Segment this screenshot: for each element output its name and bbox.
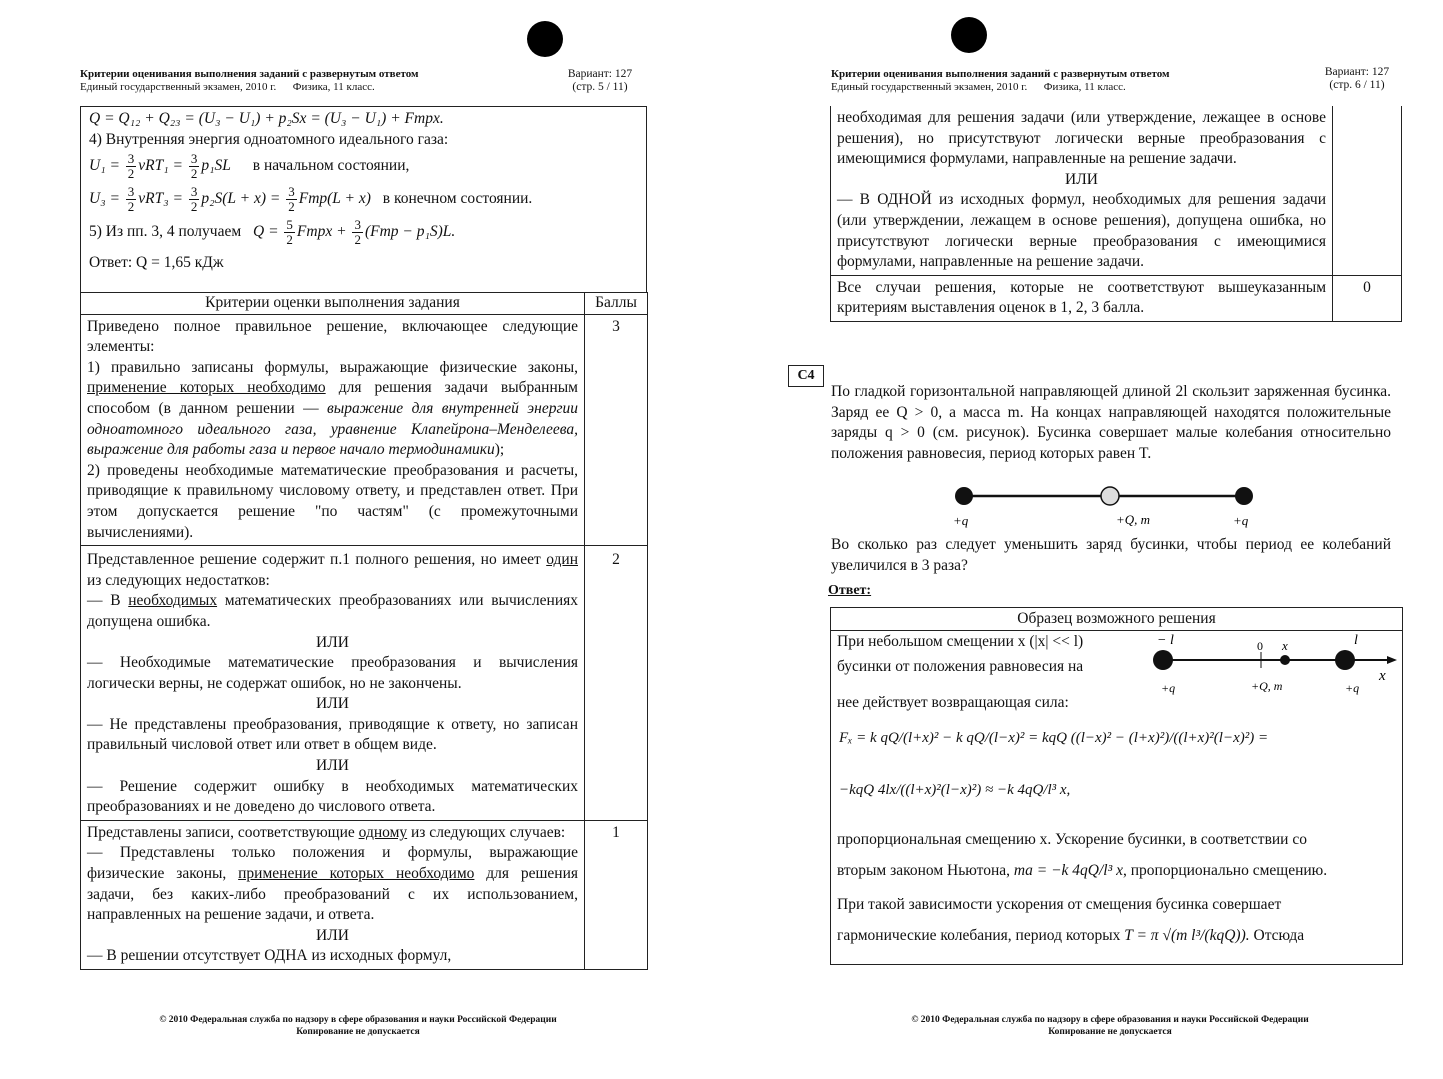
header-title: Критерии оценивания выполнения заданий с развернутым ответом <box>80 68 419 80</box>
criteria-table-continued <box>830 106 1402 322</box>
criteria-col-header: Критерии оценки выполнения задания <box>81 293 585 315</box>
header-variant <box>1312 66 1402 92</box>
label-zero: 0 <box>1257 639 1263 653</box>
label-bead: +Q, m <box>1251 679 1283 693</box>
equation-u3: U₃ = $\frac{3}{2}$ νRT₃ = $\frac{3}{2}$ p₂S(L + x) = $\frac{3}{2}$ Fтр(L + x) в конечном состоянии. <box>89 184 533 215</box>
label-q2: +q <box>1345 681 1360 695</box>
page-left <box>0 0 720 1079</box>
left-charge <box>955 487 973 505</box>
task-id-box: С4 <box>788 365 824 387</box>
page-footer: © 2010 Федеральная служба по надзору в сфере образования и науки Российской Федерации Копирование не допускается <box>911 1015 1309 1037</box>
header-title: Критерии оценивания выполнения заданий с развернутым ответом <box>831 68 1170 80</box>
criteria-table <box>80 292 648 970</box>
score-1-cont <box>1333 106 1402 275</box>
bead <box>1101 487 1119 505</box>
label-minus-l: − l <box>1157 633 1174 648</box>
equation-force: Fₓ = k qQ/(l+x)² − k qQ/(l−x)² = kqQ ((l−x)² − (l+x)²)/((l+x)²(l−x)²) = <box>839 730 1269 746</box>
page-header <box>80 68 550 94</box>
equation-u1: U₁ = $\frac{3}{2}$ νRT₁ = $\frac{3}{2}$ p₁SL в начальном состоянии, <box>89 151 410 182</box>
criteria-row-1-continued <box>831 106 1402 275</box>
step-5: 5) Из пп. 3, 4 получаем Q = $\frac{5}{2}$ Fтрx + $\frac{3}{2}$ (Fтр − p₁S)L. <box>89 217 456 248</box>
equation-q: Q = Q₁₂ + Q₂₃ = (U₃ − U₁) + p₂Sx = (U₃ − U₁) + Fтрx. <box>89 110 444 127</box>
label-q1: +q <box>1161 681 1176 695</box>
task-text: По гладкой горизонтальной направляющей длиной 2l скользит заряженная бусинка. Заряд ее Q > 0, а масса m. На концах направляющей находятся положительные заряды q > 0 (см. рисунок). Бусинка совершает малые колебания относительно положения равновесия, период которых равен T. <box>831 383 1391 462</box>
solution-figure <box>1131 628 1401 698</box>
equation-force-approx: −kqQ 4lx/((l+x)²(l−x)²) ≈ −k 4qQ/l³ x, <box>839 782 1071 798</box>
criteria-row-0 <box>831 275 1402 321</box>
criteria-text-1: Представлены записи, соответствующие одному из следующих случаев: — Представлены только положения и формулы, выражающие физические законы, применение которых необходимо для решения задачи, без каких-либо преобразований с их использованием, направленных на решение задачи, и ответа. ИЛИ — В решении отсутствует ОДНА из исходных формул, <box>81 820 585 969</box>
score-3: 3 <box>585 314 648 546</box>
task-question: Во сколько раз следует уменьшить заряд бусинки, чтобы период ее колебаний увеличился в 3 раза? <box>831 536 1391 574</box>
answer-label: Ответ: <box>828 583 872 598</box>
header-variant <box>560 68 640 94</box>
page-footer: © 2010 Федеральная служба по надзору в сфере образования и науки Российской Федерации Копирование не допускается <box>159 1015 557 1037</box>
axis-arrow-icon <box>1387 656 1397 664</box>
header-subtitle: Единый государственный экзамен, 2010 г. Физика, 11 класс. <box>80 81 375 93</box>
task-figure <box>940 482 1260 530</box>
solution-intro: При небольшом смещении x (|x| << l) бусинки от положения равновесия на нее действует возвращающая сила: <box>837 633 1084 712</box>
answer-line: Ответ: Q = 1,65 кДж <box>89 254 224 272</box>
solution-fragment <box>80 106 647 293</box>
label-l: l <box>1354 633 1358 648</box>
page-number: (стр. 5 / 11) <box>572 81 628 93</box>
criteria-text-3: Приведено полное правильное решение, включающее следующие элементы: 1) правильно записаны формулы, выражающие физические законы, применение которых необходимо для решения задачи выбранным способом (в данном решении — выражение для внутренней энергии одноатомного идеального газа, уравнение Клапейрона–Менделеева, выражение для работы газа и первое начало термодинамики); 2) проведены необходимые математические преобразования и расчеты, приводящие к правильному числовому ответу, и представлен ответ. При этом допускается решение "по частям" (с промежуточными вычислениями). <box>81 314 585 546</box>
binding-hole-dot <box>951 17 987 53</box>
right-charge <box>1235 487 1253 505</box>
left-charge <box>1153 650 1173 670</box>
criteria-row-3 <box>81 314 648 546</box>
page-right <box>720 0 1443 1079</box>
score-1: 1 <box>585 820 648 969</box>
variant-label: Вариант: 127 <box>567 68 633 80</box>
solution-title: Образец возможного решения <box>831 608 1402 631</box>
label-left-q: +q <box>953 513 969 528</box>
solution-text: пропорциональная смещению x. Ускорение бусинки, в соответствии со вторым законом Ньютона, ma = −k 4qQ/l³ x, пропорционально смещению. При такой зависимости ускорения от смещения бусинка совершает гармонические колебания, период которых T = π √(m l³/(kqQ)). Отсюда <box>837 831 1328 944</box>
criteria-row-2 <box>81 546 648 821</box>
page-header <box>831 68 1301 94</box>
label-x-pos: x <box>1282 638 1288 653</box>
step-4-text: 4) Внутренняя энергия одноатомного идеального газа: <box>89 130 449 148</box>
label-axis-x: x <box>1379 668 1386 684</box>
criteria-row-1 <box>81 820 648 969</box>
header-subtitle: Единый государственный экзамен, 2010 г. Физика, 11 класс. <box>831 81 1126 93</box>
right-charge <box>1335 650 1355 670</box>
criteria-text-1-cont: необходимая для решения задачи (или утверждение, лежащее в основе решения), но присутствуют логически верные преобразования с имеющимися формулами, направленные на решение задачи. ИЛИ — В ОДНОЙ из исходных формул, необходимых для решения задачи (или утверждении, лежащем в основе решения), допущена ошибка, но присутствуют логически верные преобразования с имеющимися формулами, направленные на решение задачи. <box>831 106 1333 275</box>
score-2: 2 <box>585 546 648 821</box>
page-number: (стр. 6 / 11) <box>1329 79 1385 91</box>
score-0: 0 <box>1333 275 1402 321</box>
solution-box <box>830 607 1403 965</box>
bead <box>1280 655 1290 665</box>
score-col-header: Баллы <box>585 293 648 315</box>
criteria-header-row <box>81 293 648 315</box>
label-right-q: +q <box>1233 513 1249 528</box>
binding-hole-dot <box>527 21 563 57</box>
variant-label: Вариант: 127 <box>1324 66 1390 78</box>
criteria-text-2: Представленное решение содержит п.1 полного решения, но имеет один из следующих недостатков: — В необходимых математических преобразованиях или вычислениях допущена ошибка. ИЛИ — Необходимые математические преобразования и вычисления логически верны, не содержат ошибок, но не закончены. ИЛИ — Не представлены преобразования, приводящие к ответу, но записан правильный числовой ответ или ответ в общем виде. ИЛИ — Решение содержит ошибку в необходимых математических преобразованиях и не доведено до числового ответа. <box>81 546 585 821</box>
label-bead: +Q, m <box>1116 512 1151 527</box>
criteria-text-0: Все случаи решения, которые не соответствуют вышеуказанным критериям выставления оценок в 1, 2, 3 балла. <box>831 275 1333 321</box>
